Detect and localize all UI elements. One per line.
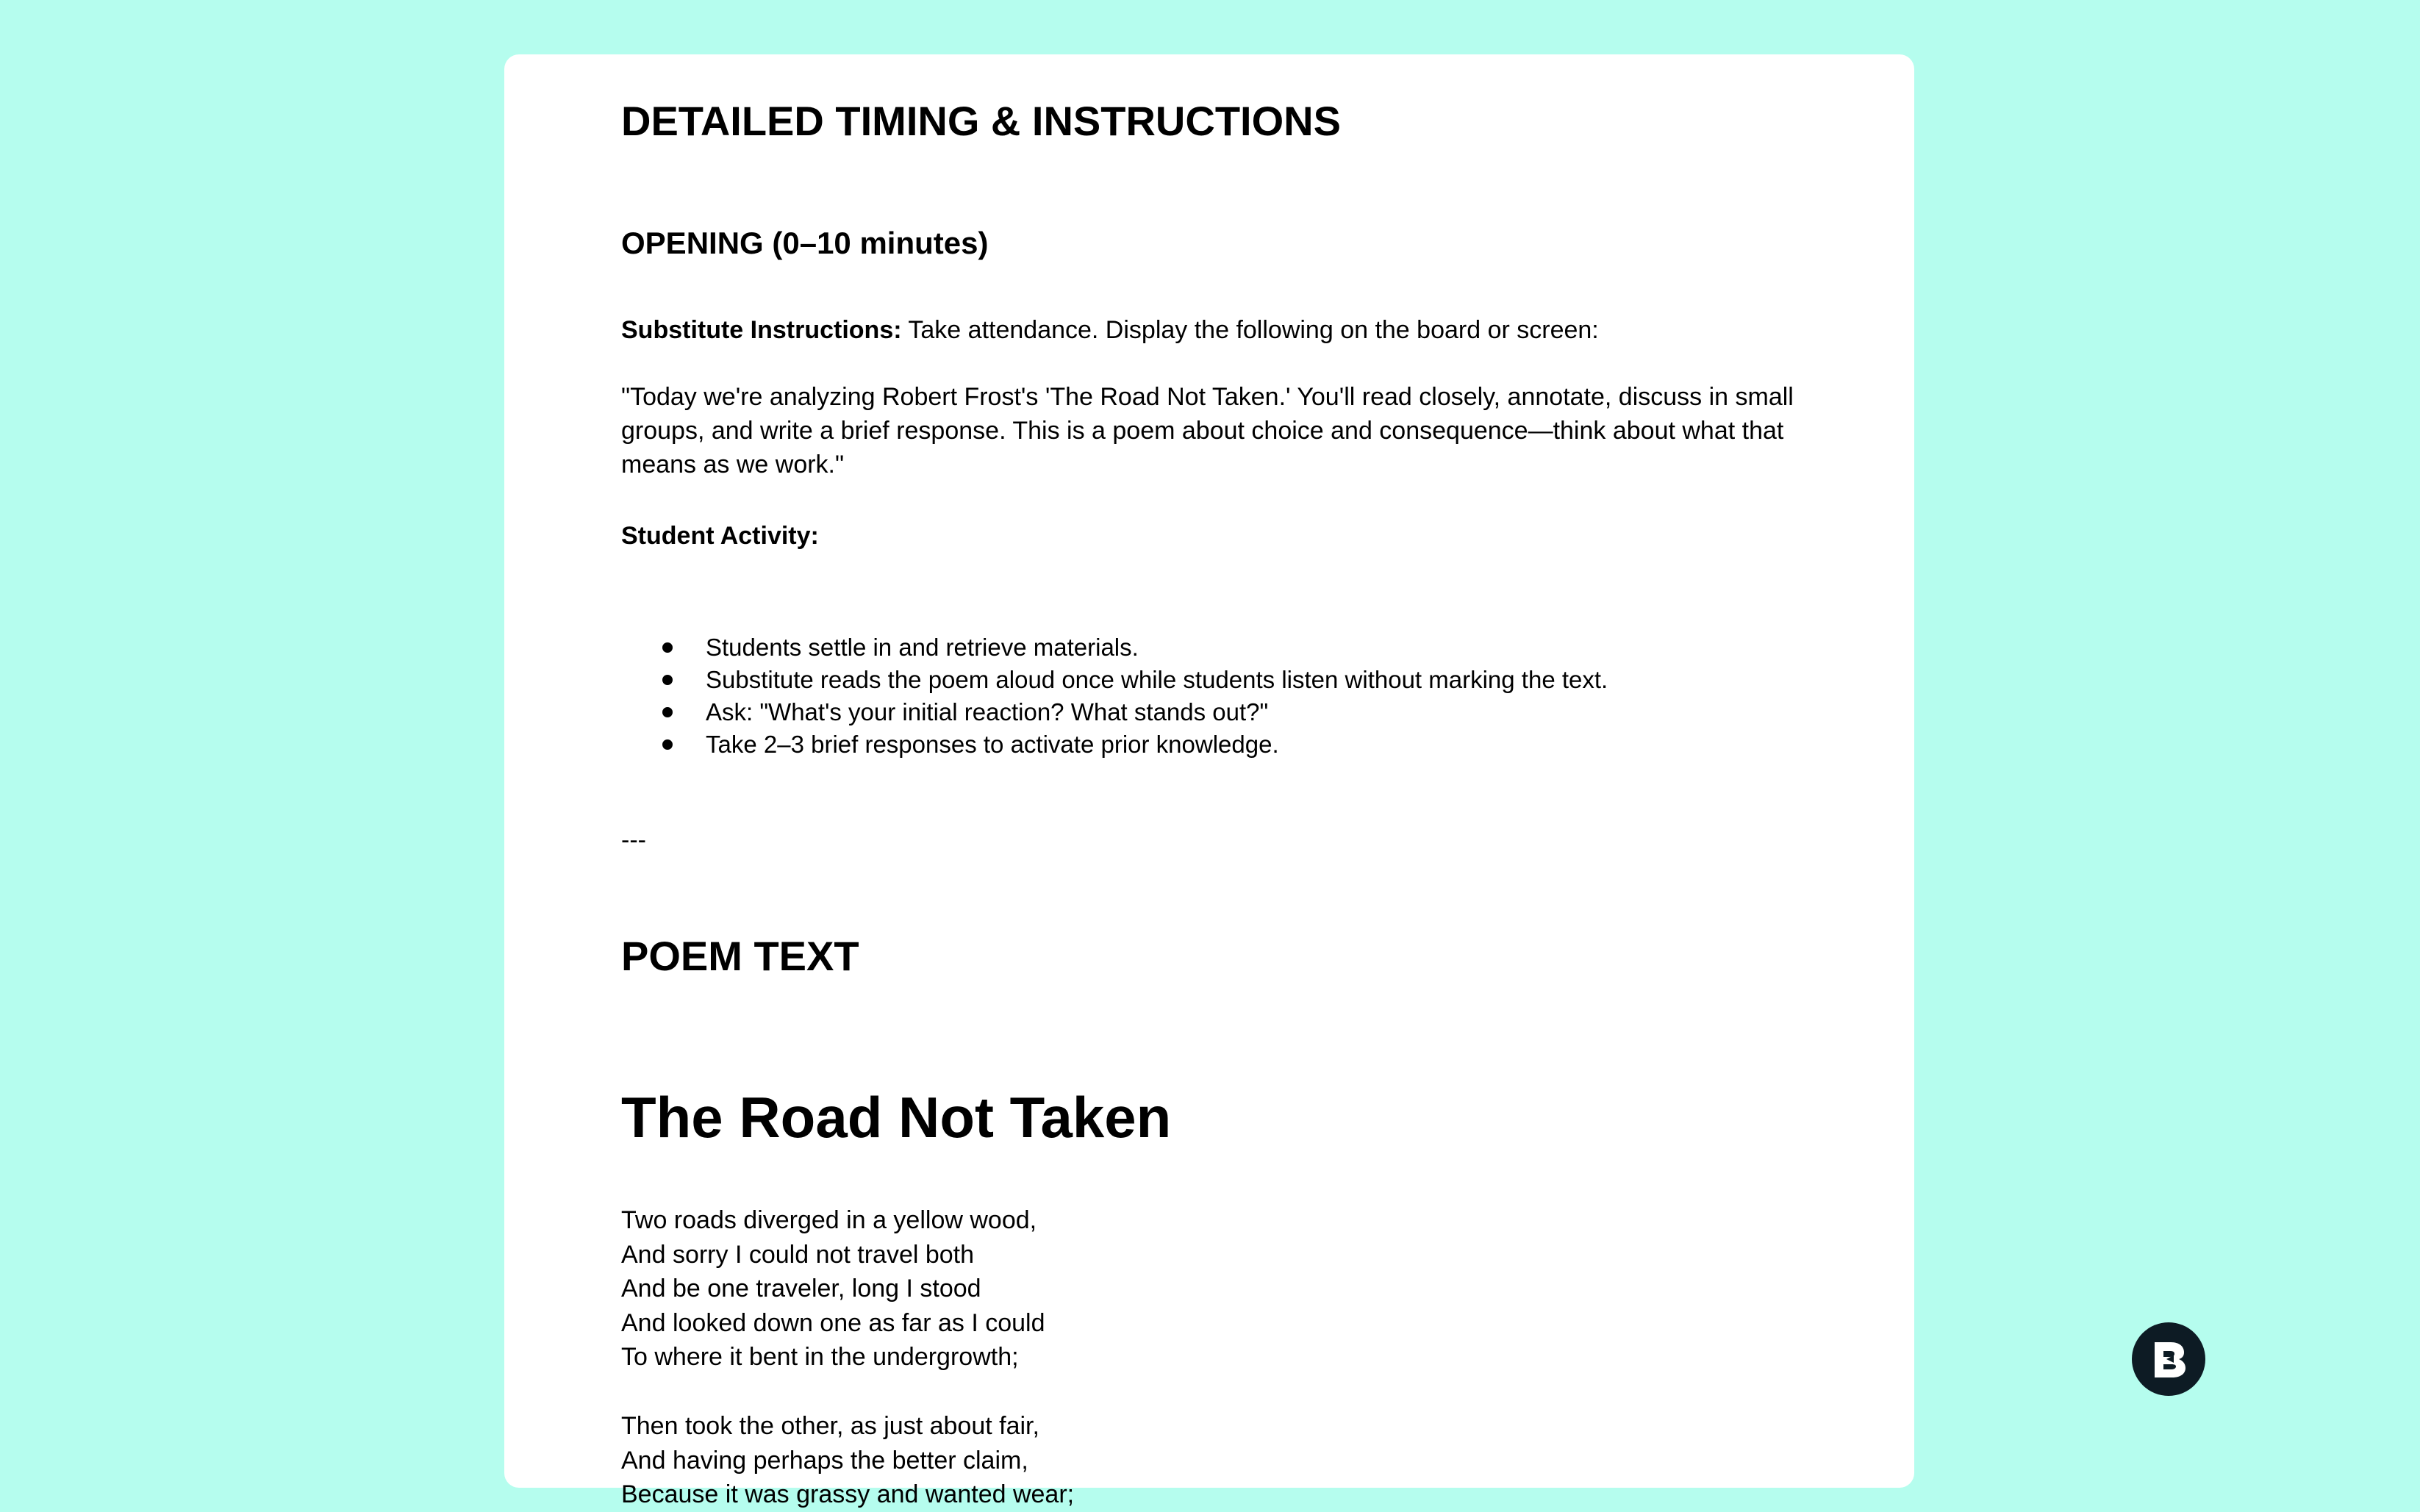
list-item [621, 696, 1608, 728]
substitute-text: Take attendance. Display the following on the board or screen: [901, 316, 1599, 344]
bullet-icon [662, 642, 673, 653]
bullet-icon [662, 707, 673, 717]
bullet-icon [662, 739, 673, 750]
poem-line: To where it bent in the undergrowth; [621, 1343, 1019, 1371]
substitute-label: Substitute Instructions: [621, 316, 902, 344]
poem-line: And looked down one as far as I could [621, 1308, 1045, 1337]
poem-line: And sorry I could not travel both [621, 1240, 975, 1269]
poem-stanza-2 [621, 1409, 1074, 1512]
list-item [621, 664, 1608, 696]
poem-title: The Road Not Taken [621, 1085, 1172, 1150]
floating-action-button[interactable] [2132, 1322, 2205, 1396]
student-activity-label: Student Activity: [621, 522, 819, 550]
poem-line: Because it was grassy and wanted wear; [621, 1480, 1075, 1508]
list-item [621, 728, 1608, 761]
divider: --- [621, 826, 646, 854]
substitute-instructions [621, 313, 1599, 347]
list-item-text: Ask: "What's your initial reaction? What stands out?" [706, 698, 1269, 725]
list-item-text: Students settle in and retrieve materials. [706, 634, 1139, 661]
poem-section-heading: POEM TEXT [621, 933, 859, 979]
poem-line: And having perhaps the better claim, [621, 1446, 1028, 1475]
brand-logo-icon [2146, 1336, 2191, 1382]
list-item-text: Take 2–3 brief responses to activate prior knowledge. [706, 731, 1279, 758]
activity-list [621, 631, 1608, 761]
document-page [504, 54, 1914, 1508]
bullet-icon [662, 675, 673, 685]
poem-stanza-1 [621, 1203, 1045, 1375]
poem-line: Two roads diverged in a yellow wood, [621, 1206, 1037, 1234]
opening-heading: OPENING (0–10 minutes) [621, 226, 989, 260]
opening-quote: "Today we're analyzing Robert Frost's 'The Road Not Taken.' You'll read closely, annotate, discuss in small groups, and write a brief response. This is a poem about choice and consequence—think about what that means as we work." [621, 383, 1794, 479]
poem-line: Then took the other, as just about fair, [621, 1412, 1039, 1440]
list-item-text: Substitute reads the poem aloud once while students listen without marking the text. [706, 666, 1608, 693]
section-heading: DETAILED TIMING & INSTRUCTIONS [621, 98, 1341, 144]
list-item [621, 631, 1608, 664]
poem-line: And be one traveler, long I stood [621, 1275, 981, 1303]
